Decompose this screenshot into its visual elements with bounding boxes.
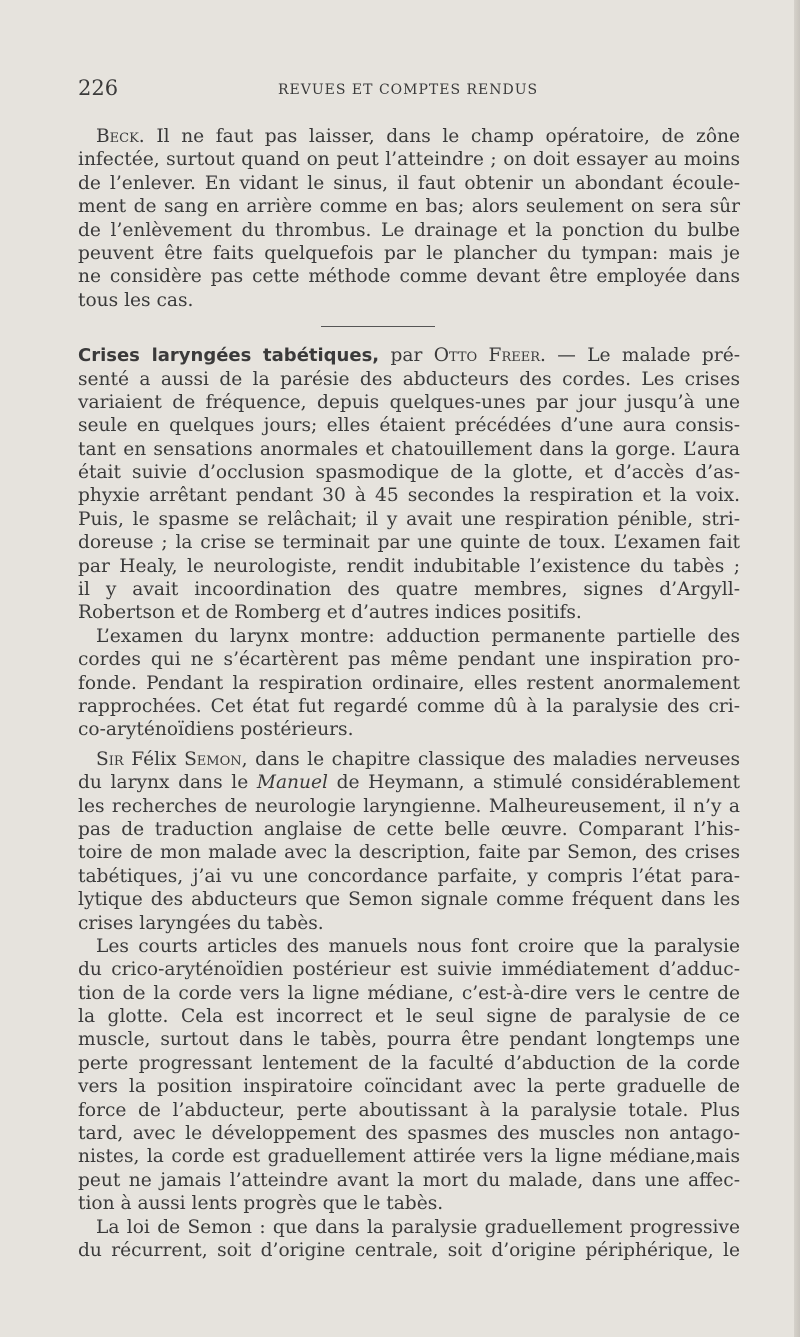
text-line: doreuse ; la crise se terminait par une quinte de toux. L’examen fait: [78, 532, 740, 554]
text-line: par Healy, le neurologiste, rendit indubitable l’existence du tabès ;: [78, 555, 740, 577]
page-body: [78, 125, 740, 1262]
text-line: du larynx dans le Manuel de Heymann, a stimulé considérablement: [78, 772, 740, 794]
text-line: peut ne jamais l’atteindre avant la mort du malade, dans une affec-: [78, 1169, 740, 1191]
page-number: 226: [78, 76, 119, 100]
text-line: phyxie arrêtant pendant 30 à 45 secondes la respiration et la voix.: [78, 485, 740, 507]
text-line: ne considère pas cette méthode comme devant être employée dans: [78, 266, 740, 288]
text-line: lytique des abducteurs que Semon signale comme fréquent dans les: [78, 889, 740, 911]
text-line: tous les cas.: [78, 289, 194, 311]
text-line: la glotte. Cela est incorrect et le seul signe de paralysie de ce: [78, 1006, 740, 1028]
text-line: muscle, surtout dans le tabès, pourra être pendant longtemps une: [78, 1029, 740, 1051]
article-author: Otto Freer.: [433, 345, 546, 367]
text-line: du récurrent, soit d’origine centrale, soit d’origine périphérique, le: [78, 1239, 740, 1261]
text-line: de l’enlever. En vidant le sinus, il faut obtenir un abondant écoule-: [78, 172, 740, 194]
text-line: Sir Félix Semon, dans le chapitre classique des maladies nerveuses: [96, 748, 740, 770]
text-line: tard, avec le développement des spasmes des muscles non antago-: [78, 1123, 740, 1145]
text-line: crises laryngées du tabès.: [78, 912, 324, 934]
text-line: La loi de Semon : que dans la paralysie graduellement progressive: [96, 1216, 740, 1238]
text-line: Les courts articles des manuels nous font croire que la paralysie: [96, 935, 740, 957]
text-line: force de l’abducteur, perte aboutissant à la paralysie totale. Plus: [78, 1099, 740, 1121]
text-line: Puis, le spasme se relâchait; il y avait une respiration pénible, stri-: [78, 508, 740, 530]
text-line: pas de traduction anglaise de cette belle œuvre. Comparant l’his-: [78, 818, 740, 840]
text-line: tion à aussi lents progrès que le tabès.: [78, 1193, 444, 1215]
text-line: tion de la corde vers la ligne médiane, c’est-à-dire vers le centre de: [78, 982, 740, 1004]
text-line: perte progressant lentement de la faculté d’abduction de la corde: [78, 1052, 740, 1074]
text-line: toire de mon malade avec la description, faite par Semon, des crises: [78, 842, 740, 864]
author-name: Beck.: [96, 126, 145, 147]
page-edge: [794, 0, 800, 1337]
page-header: [78, 76, 740, 106]
text-line: il y avait incoordination des quatre membres, signes d’Argyll-: [78, 579, 740, 601]
text-line: peuvent être faits quelquefois par le plancher du tympan: mais je: [78, 242, 740, 264]
text-line: était suivie d’occlusion spasmodique de la glotte, et d’accès d’as-: [78, 462, 740, 484]
text-line: infectée, surtout quand on peut l’atteindre ; on doit essayer au moins: [78, 149, 740, 171]
text-line: rapprochées. Cet état fut regardé comme dû à la paralysie des cri-: [78, 695, 740, 717]
text-line: cordes qui ne s’écartèrent pas même pendant une inspiration pro-: [78, 649, 740, 671]
text-line: de l’enlèvement du thrombus. Le drainage et la ponction du bulbe: [78, 219, 740, 241]
article-title-line: Crises laryngées tabétiques, par Otto Freer. — Le malade pré-: [78, 345, 740, 367]
article-title: Crises laryngées tabétiques,: [78, 345, 380, 367]
section-divider: [321, 326, 435, 327]
text-line: tabétiques, j’ai vu une concordance parfaite, y compris l’état para-: [78, 865, 740, 887]
text-line: nistes, la corde est graduellement attirée vers la ligne médiane,mais: [78, 1146, 740, 1168]
text-line: vers la position inspiratoire coïncidant avec la perte graduelle de: [78, 1076, 740, 1098]
text-line: fonde. Pendant la respiration ordinaire, elles restent anormalement: [78, 672, 740, 694]
text-line: seule en quelques jours; elles étaient précédées d’une aura consis-: [78, 415, 740, 437]
text-line: les recherches de neurologie laryngienne. Malheureusement, il n’y a: [78, 795, 740, 817]
text-line: senté a aussi de la parésie des abducteurs des cordes. Les crises: [78, 368, 740, 390]
running-head: REVUES ET COMPTES RENDUS: [278, 82, 539, 98]
text-line: du crico-aryténoïdien postérieur est suivie immédiatement d’adduc-: [78, 959, 740, 981]
text-line: L’examen du larynx montre: adduction permanente partielle des: [96, 625, 740, 647]
text-line: co-aryténoïdiens postérieurs.: [78, 719, 354, 741]
text-line: Robertson et de Romberg et d’autres indices positifs.: [78, 602, 582, 624]
text-line: Beck. Il ne faut pas laisser, dans le champ opératoire, de zône: [96, 126, 740, 147]
text-line: ment de sang en arrière comme en bas; alors seulement on sera sûr: [78, 196, 740, 218]
text-line: variaient de fréquence, depuis quelques-unes par jour jusqu’à une: [78, 391, 740, 413]
text-line: tant en sensations anormales et chatouillement dans la gorge. L’aura: [78, 438, 740, 460]
